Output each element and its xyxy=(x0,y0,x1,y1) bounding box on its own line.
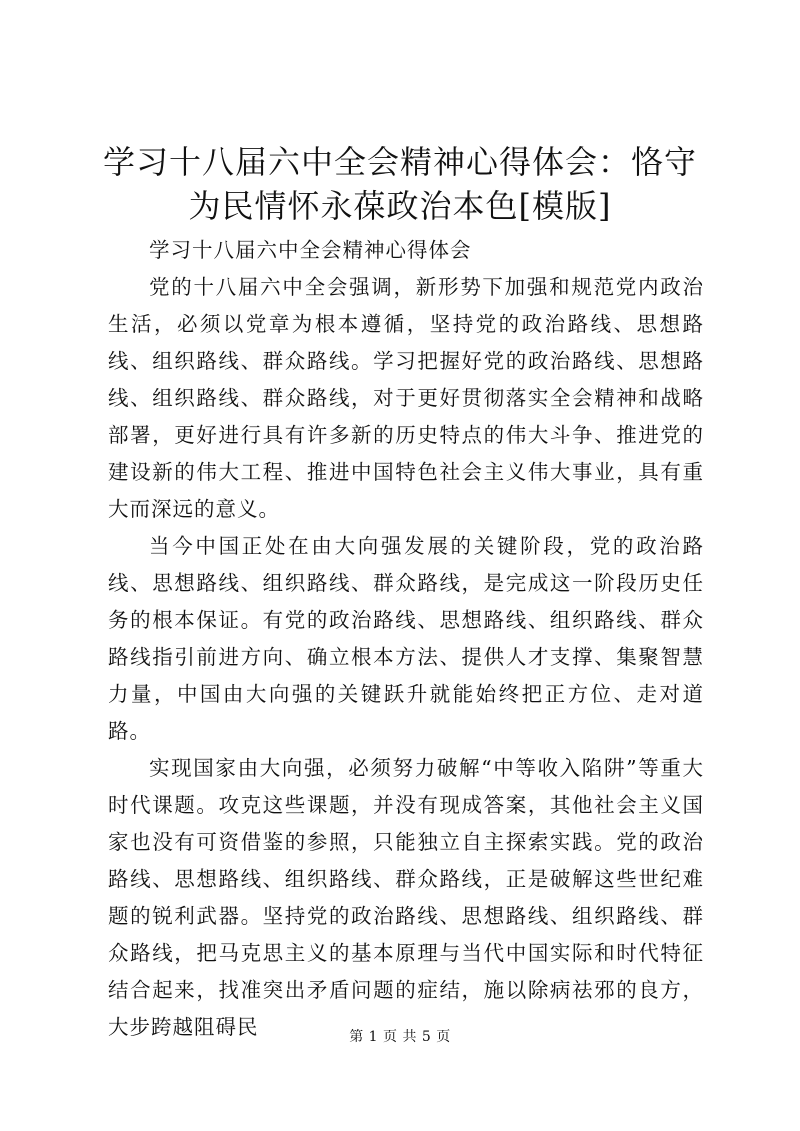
page-footer: 第 1 页 共 5 页 xyxy=(349,1029,451,1045)
body-paragraph: 党的十八届六中全会强调，新形势下加强和规范党内政治生活，必须以党章为根本遵循，坚持党的政治路线、思想路线、组织路线、群众路线。学习把握好党的政治路线、思想路线、组织路线、群众路线，对于更好贯彻落实全会精神和战略部署，更好进行具有许多新的历史特点的伟大斗争、推进党的建设新的伟大工程、推进中国特色社会主义伟大事业，具有重大而深远的意义。 xyxy=(108,275,704,521)
body-paragraph: 实现国家由大向强，必须努力破解“中等收入陷阱”等重大时代课题。攻克这些课题，并没有现成答案，其他社会主义国家也没有可资借鉴的参照，只能独立自主探索实践。党的政治路线、思想路线、组织路线、群众路线，正是破解这些世纪难题的锐利武器。坚持党的政治路线、思想路线、组织路线、群众路线，把马克思主义的基本原理与当代中国实际和时代特征结合起来，找准突出矛盾问题的症结，施以除病祛邪的良方，大步跨越阻碍民 xyxy=(108,756,704,1039)
document-title: 学习十八届六中全会精神心得体会：恪守为民情怀永葆政治本色[模版] xyxy=(102,143,697,225)
document-body xyxy=(108,232,704,1046)
document-subtitle: 学习十八届六中全会精神心得体会 xyxy=(149,238,472,262)
body-paragraph: 当今中国正处在由大向强发展的关键阶段，党的政治路线、思想路线、组织路线、群众路线，是完成这一阶段历史任务的根本保证。有党的政治路线、思想路线、组织路线、群众路线指引前进方向、确立根本方法、提供人才支撑、集聚智慧力量，中国由大向强的关键跃升就能始终把正方位、走对道路。 xyxy=(108,534,704,743)
